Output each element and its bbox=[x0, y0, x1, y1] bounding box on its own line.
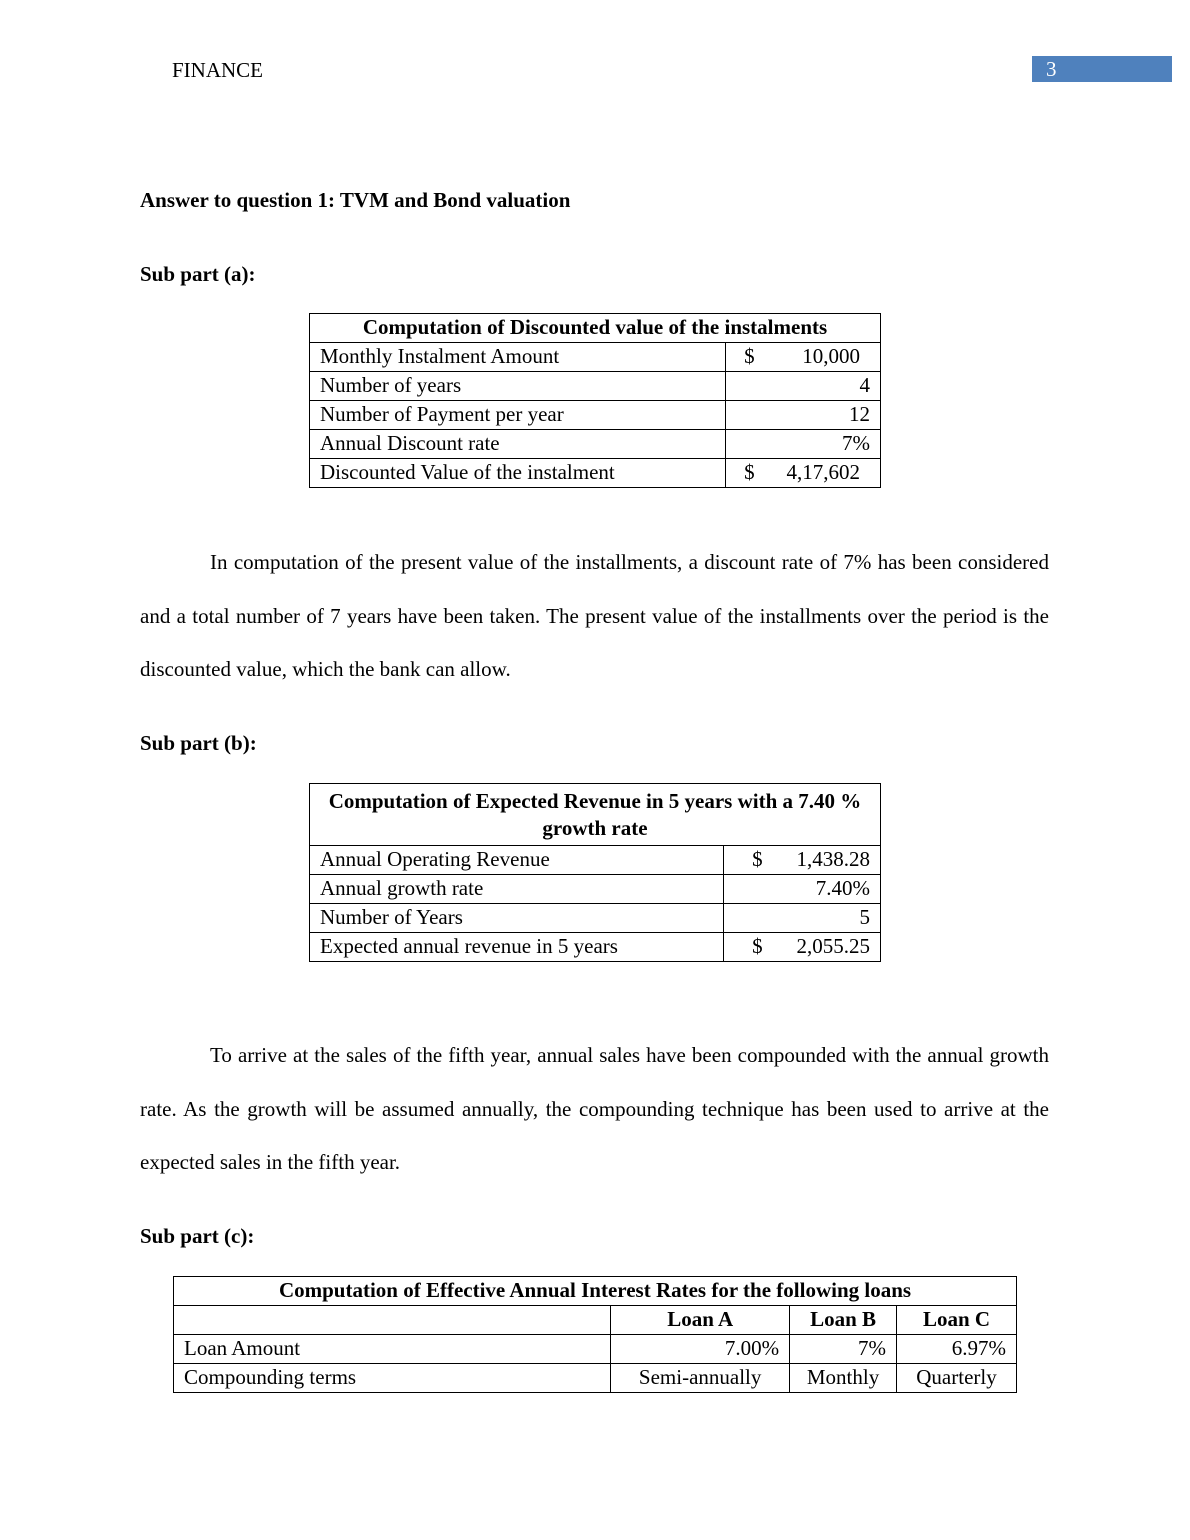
column-header-loan-b: Loan B bbox=[790, 1306, 897, 1335]
part-b-heading: Sub part (b): bbox=[140, 731, 257, 755]
table-title-row bbox=[310, 314, 881, 343]
table-row bbox=[310, 401, 881, 430]
currency-symbol: $ bbox=[752, 934, 763, 959]
loan-b-value: 7% bbox=[790, 1335, 897, 1364]
loan-c-value: Quarterly bbox=[897, 1364, 1017, 1393]
table-row bbox=[310, 459, 881, 488]
table-row bbox=[310, 875, 881, 904]
row-label: Annual Discount rate bbox=[310, 430, 726, 459]
row-value: 7% bbox=[726, 430, 881, 459]
row-label: Monthly Instalment Amount bbox=[310, 343, 726, 372]
row-label: Loan Amount bbox=[174, 1335, 611, 1364]
part-c-heading: Sub part (c): bbox=[140, 1224, 255, 1248]
column-header-loan-c: Loan C bbox=[897, 1306, 1017, 1335]
row-value: 1,438.28 bbox=[796, 847, 870, 872]
table-title-row bbox=[174, 1277, 1017, 1306]
part-b-paragraph-text: To arrive at the sales of the fifth year, annual sales have been compounded with the annual growth rate. As the growth will be assumed annually, the compounding technique has been used to arrive at the expected sales in the fifth year. bbox=[140, 1043, 1049, 1174]
part-b-paragraph bbox=[140, 1029, 1049, 1190]
table-title: Computation of Effective Annual Interest Rates for the following loans bbox=[174, 1277, 1017, 1306]
table-row bbox=[310, 904, 881, 933]
table-title: Computation of Discounted value of the instalments bbox=[310, 314, 881, 343]
row-label: Annual Operating Revenue bbox=[310, 846, 724, 875]
part-a-paragraph-text: In computation of the present value of the installments, a discount rate of 7% has been considered and a total number of 7 years have been taken. The present value of the installments over the period is the discounted value, which the bank can allow. bbox=[140, 550, 1049, 681]
column-header-loan-a: Loan A bbox=[611, 1306, 790, 1335]
row-label: Number of Payment per year bbox=[310, 401, 726, 430]
row-value: 5 bbox=[724, 904, 881, 933]
row-value: 10,000 bbox=[802, 344, 860, 369]
expected-revenue-table bbox=[309, 783, 881, 962]
row-value: 4,17,602 bbox=[786, 460, 860, 485]
row-value-cell bbox=[724, 933, 881, 962]
row-label: Number of Years bbox=[310, 904, 724, 933]
row-label: Number of years bbox=[310, 372, 726, 401]
row-value-cell bbox=[726, 343, 881, 372]
discounted-value-table bbox=[309, 313, 881, 488]
table-row bbox=[310, 430, 881, 459]
row-value-cell bbox=[726, 459, 881, 488]
currency-symbol: $ bbox=[744, 460, 755, 485]
table-row bbox=[310, 343, 881, 372]
loan-c-value: 6.97% bbox=[897, 1335, 1017, 1364]
loan-b-value: Monthly bbox=[790, 1364, 897, 1393]
effective-rate-table bbox=[173, 1276, 1017, 1393]
loan-a-value: 7.00% bbox=[611, 1335, 790, 1364]
row-value-cell bbox=[724, 846, 881, 875]
currency-symbol: $ bbox=[752, 847, 763, 872]
page-number-badge: 3 bbox=[1032, 56, 1172, 82]
table-header-row bbox=[174, 1306, 1017, 1335]
section-title: Answer to question 1: TVM and Bond valuation bbox=[140, 188, 571, 212]
row-value: 4 bbox=[726, 372, 881, 401]
currency-symbol: $ bbox=[744, 344, 755, 369]
loan-a-value: Semi-annually bbox=[611, 1364, 790, 1393]
row-label: Discounted Value of the instalment bbox=[310, 459, 726, 488]
row-label: Expected annual revenue in 5 years bbox=[310, 933, 724, 962]
table-row bbox=[310, 933, 881, 962]
running-head-title: FINANCE bbox=[172, 58, 264, 82]
table-row bbox=[310, 846, 881, 875]
row-label: Compounding terms bbox=[174, 1364, 611, 1393]
table-row bbox=[174, 1335, 1017, 1364]
table-row bbox=[174, 1364, 1017, 1393]
row-label: Annual growth rate bbox=[310, 875, 724, 904]
table-row bbox=[310, 372, 881, 401]
row-value: 12 bbox=[726, 401, 881, 430]
part-a-heading: Sub part (a): bbox=[140, 262, 256, 286]
table-title-row bbox=[310, 784, 881, 846]
row-value: 7.40% bbox=[724, 875, 881, 904]
column-header-empty bbox=[174, 1306, 611, 1335]
row-value: 2,055.25 bbox=[796, 934, 870, 959]
part-a-paragraph bbox=[140, 536, 1049, 697]
table-title: Computation of Expected Revenue in 5 years with a 7.40 % growth rate bbox=[310, 784, 881, 846]
